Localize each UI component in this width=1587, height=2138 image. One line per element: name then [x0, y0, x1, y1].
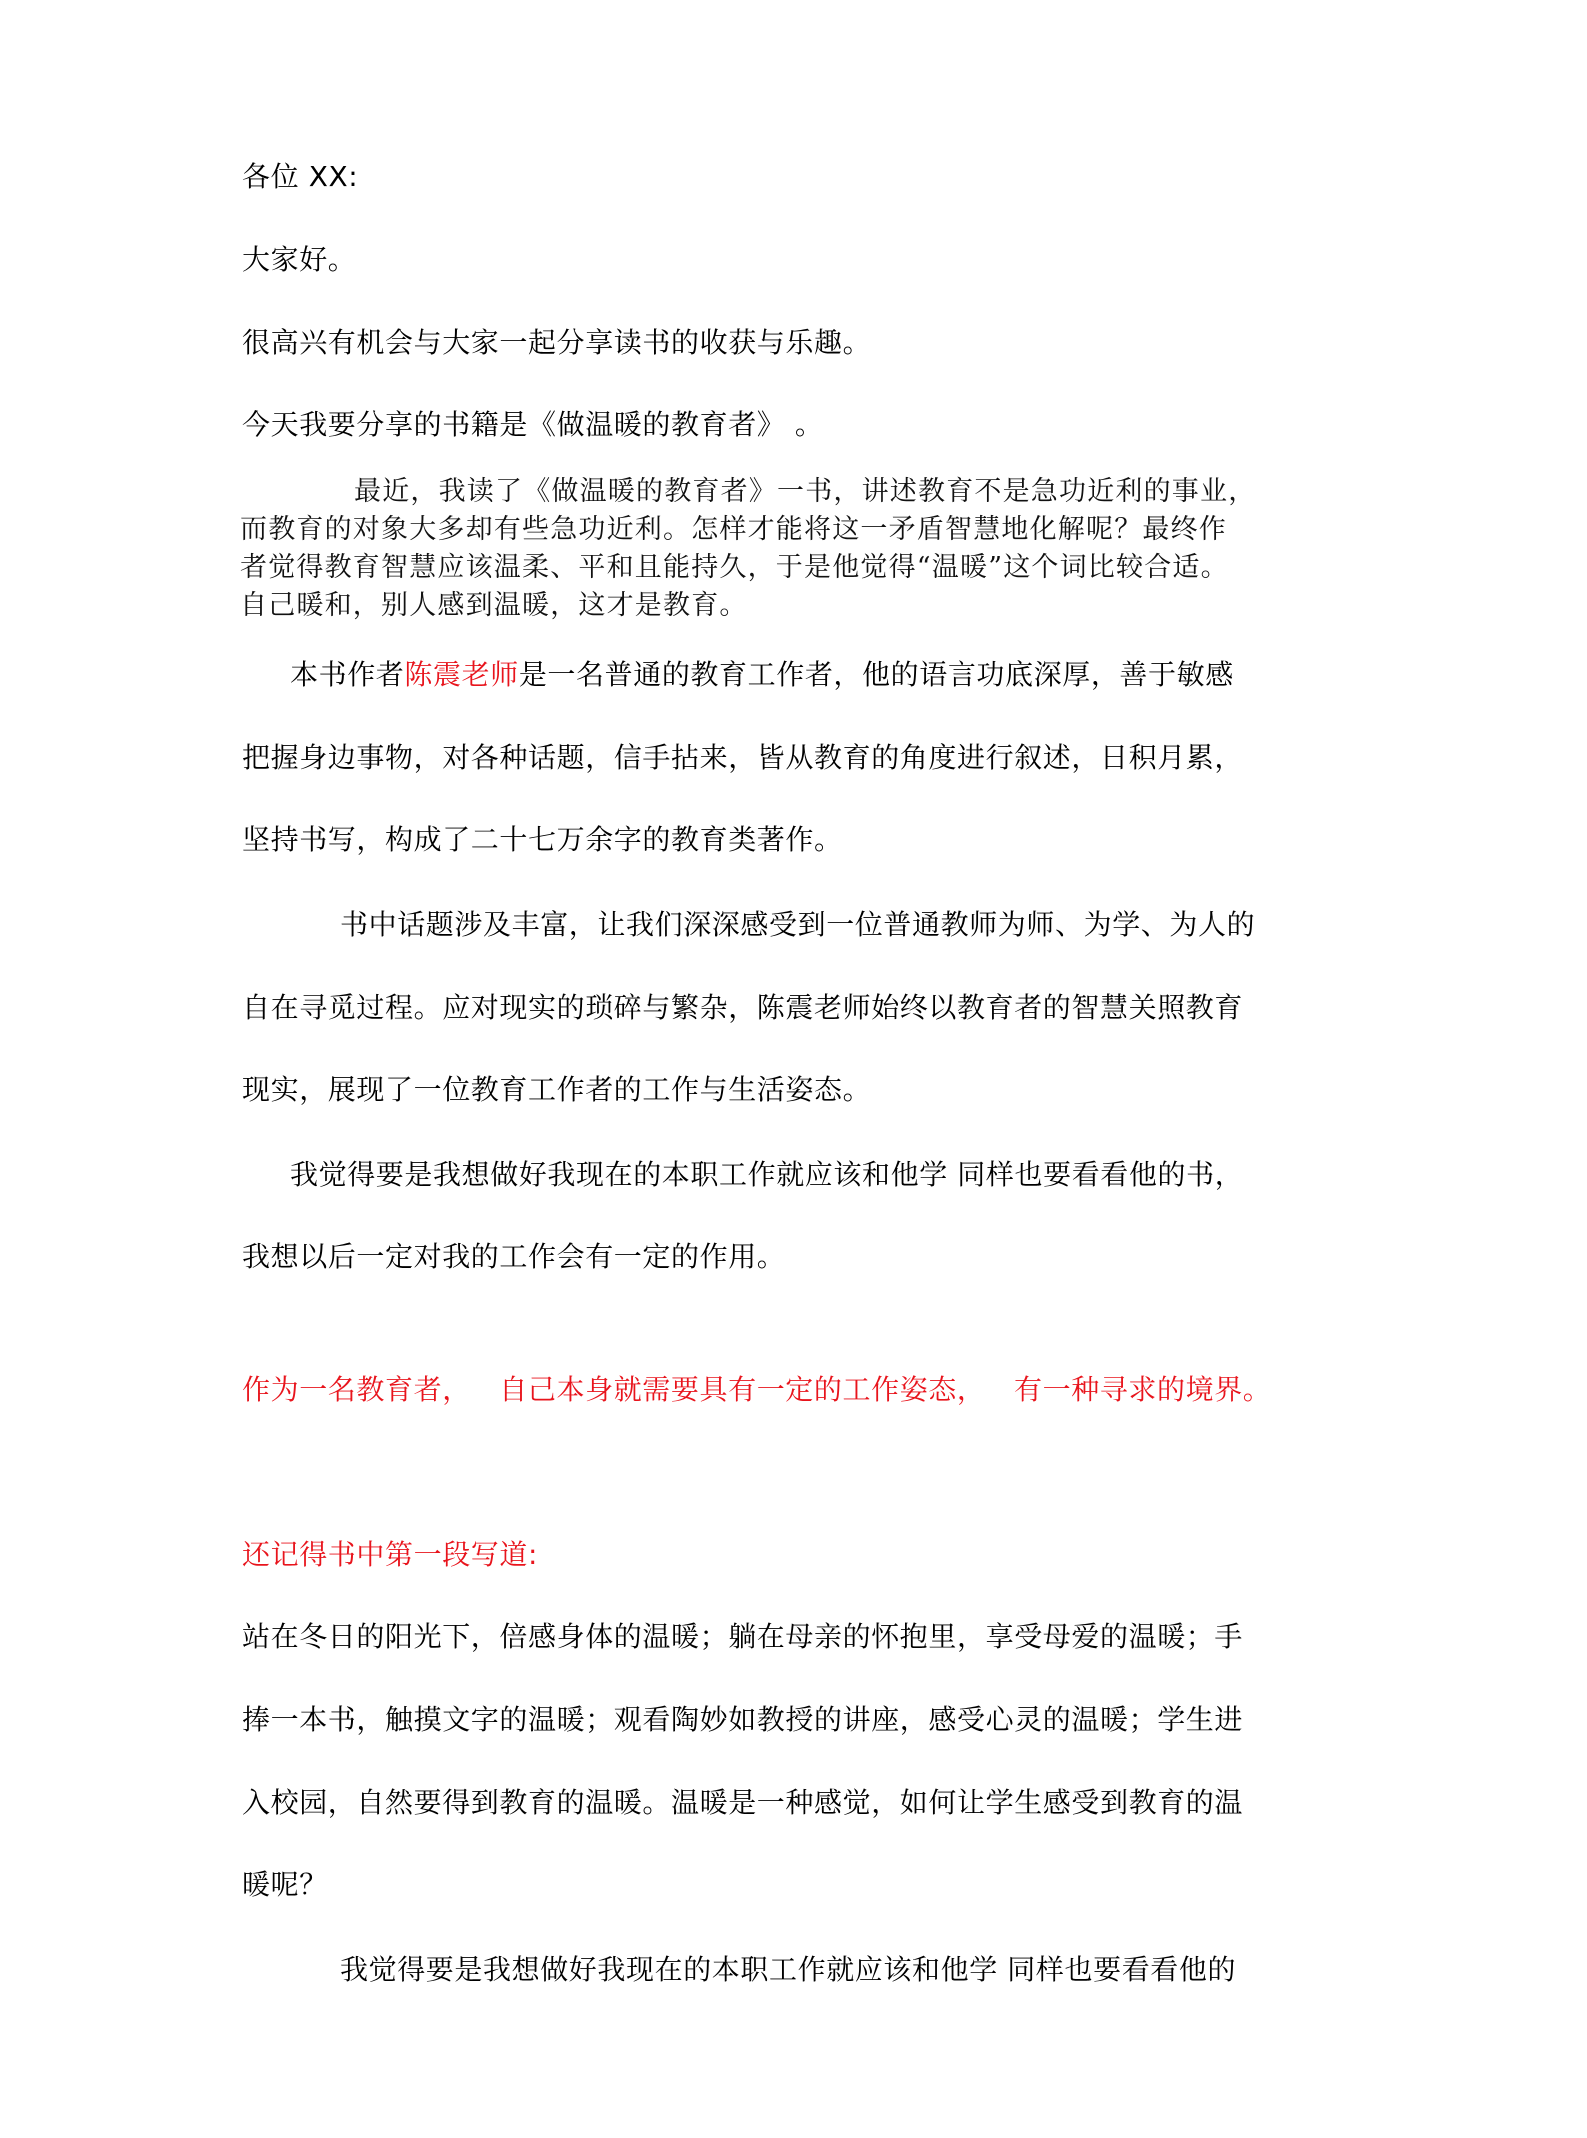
- reflection-paragraph-line-2: 我想以后一定对我的工作会有一定的作用。: [242, 1240, 786, 1273]
- author-paragraph-line-3: 坚持书写，构成了二十七万余字的教育类著作。: [242, 823, 843, 856]
- emphasis-statement: 作为一名教育者， 自己本身就需要具有一定的工作姿态， 有一种寻求的境界。: [242, 1373, 1272, 1406]
- salutation: 各位 XX:: [242, 160, 359, 193]
- quote-line: 自己暖和，别人感到温暖，这才是教育。: [240, 590, 748, 621]
- quote-block: [240, 473, 1362, 625]
- topics-paragraph-line-3: 现实，展现了一位教育工作者的工作与生活姿态。: [242, 1073, 872, 1106]
- topics-paragraph-line-1: 书中话题涉及丰富，让我们深深感受到一位普通教师为师、为学、为人的: [340, 908, 1256, 941]
- closing-partial-line: 我觉得要是我想做好我现在的本职工作就应该和他学 同样也要看看他的: [340, 1953, 1237, 1986]
- author-paragraph-line-2: 把握身边事物，对各种话题，信手拈来，皆从教育的角度进行叙述，日积月累，: [242, 741, 1244, 774]
- excerpt-line-4: 暖呢？: [242, 1868, 328, 1901]
- author-prefix: 本书作者: [290, 658, 405, 691]
- greeting: 大家好。: [242, 243, 357, 276]
- recall-heading: 还记得书中第一段写道:: [242, 1538, 539, 1571]
- author-suffix: 是一名普通的教育工作者，他的语言功底深厚，善于敏感: [518, 658, 1234, 691]
- quote-line: 最近，我读了《做温暖的教育者》一书，讲述教育不是急功近利的事业，: [354, 476, 1257, 507]
- intro-line: 很高兴有机会与大家一起分享读书的收获与乐趣。: [242, 326, 872, 359]
- excerpt-line-2: 捧一本书，触摸文字的温暖；观看陶妙如教授的讲座，感受心灵的温暖；学生进: [242, 1703, 1244, 1736]
- author-paragraph-line-1: [290, 655, 1410, 695]
- excerpt-line-3: 入校园，自然要得到教育的温暖。温暖是一种感觉，如何让学生感受到教育的温: [242, 1786, 1244, 1819]
- reflection-paragraph-line-1: 我觉得要是我想做好我现在的本职工作就应该和他学 同样也要看看他的书，: [290, 1158, 1244, 1191]
- author-name-highlight: 陈震老师: [404, 658, 519, 691]
- quote-line: 而教育的对象大多却有些急功近利。怎样才能将这一矛盾智慧地化解呢？最终作: [240, 514, 1227, 545]
- quote-line: 者觉得教育智慧应该温柔、平和且能持久，于是他觉得“温暖”这个词比较合适。: [240, 552, 1229, 583]
- book-intro-line: 今天我要分享的书籍是《做温暖的教育者》 。: [242, 408, 824, 441]
- topics-paragraph-line-2: 自在寻觅过程。应对现实的琐碎与繁杂，陈震老师始终以教育者的智慧关照教育: [242, 991, 1244, 1024]
- excerpt-line-1: 站在冬日的阳光下，倍感身体的温暖；躺在母亲的怀抱里，享受母爱的温暖；手: [242, 1620, 1244, 1653]
